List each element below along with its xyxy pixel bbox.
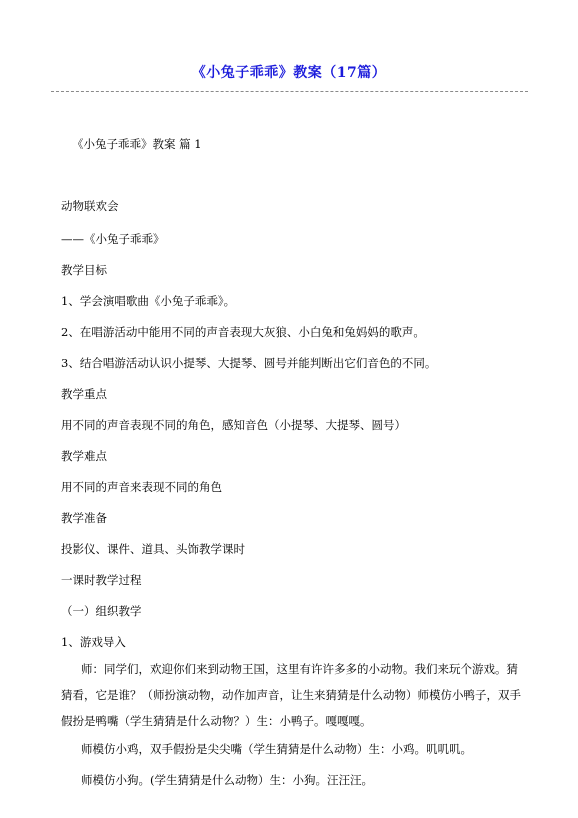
section-heading: 《小兔子乖乖》教案 篇 1: [72, 137, 202, 151]
paragraph: 师：同学们，欢迎你们来到动物王国，这里有许许多多的小动物。我们来玩个游戏。猜猜看，它是谁？（师扮演动物，动作加声音，让生来猜猜是什么动物）师模仿小鸭子，双手假扮是鸭嘴（学生猜猜是什么动物？）生：小鸭子。嘎嘎嘎。: [61, 662, 521, 728]
text-line: 投影仪、课件、道具、头饰教学课时: [61, 542, 245, 556]
text-line: （一）组织教学: [61, 604, 142, 618]
text-line: 用不同的声音表现不同的角色，感知音色（小提琴、大提琴、圆号）: [61, 418, 406, 432]
text-line: 1、游戏导入: [61, 635, 126, 649]
text-line: ——《小兔子乖乖》: [61, 232, 165, 246]
document-title: 《小兔子乖乖》教案（17篇）: [191, 65, 387, 81]
text-line: 教学重点: [61, 387, 107, 401]
paragraph: 师模仿小鸡，双手假扮是尖尖嘴（学生猜猜是什么动物）生：小鸡。叽叽叽。: [81, 742, 472, 756]
text-line: 教学目标: [61, 263, 107, 277]
text-line: 教学难点: [61, 449, 107, 463]
text-line: 用不同的声音来表现不同的角色: [61, 480, 222, 494]
text-line: 动物联欢会: [61, 199, 119, 213]
text-line: 2、在唱游活动中能用不同的声音表现大灰狼、小白兔和兔妈妈的歌声。: [61, 325, 425, 339]
text-line: 3、结合唱游活动认识小提琴、大提琴、圆号并能判断出它们音色的不同。: [61, 356, 437, 370]
text-line: 教学准备: [61, 511, 107, 525]
text-line: 一课时教学过程: [61, 573, 142, 587]
title-divider: [51, 91, 528, 92]
paragraph: 师模仿小狗。(学生猜猜是什么动物）生：小狗。汪汪汪。: [81, 773, 373, 787]
text-line: 1、学会演唱歌曲《小兔子乖乖》。: [61, 294, 236, 308]
